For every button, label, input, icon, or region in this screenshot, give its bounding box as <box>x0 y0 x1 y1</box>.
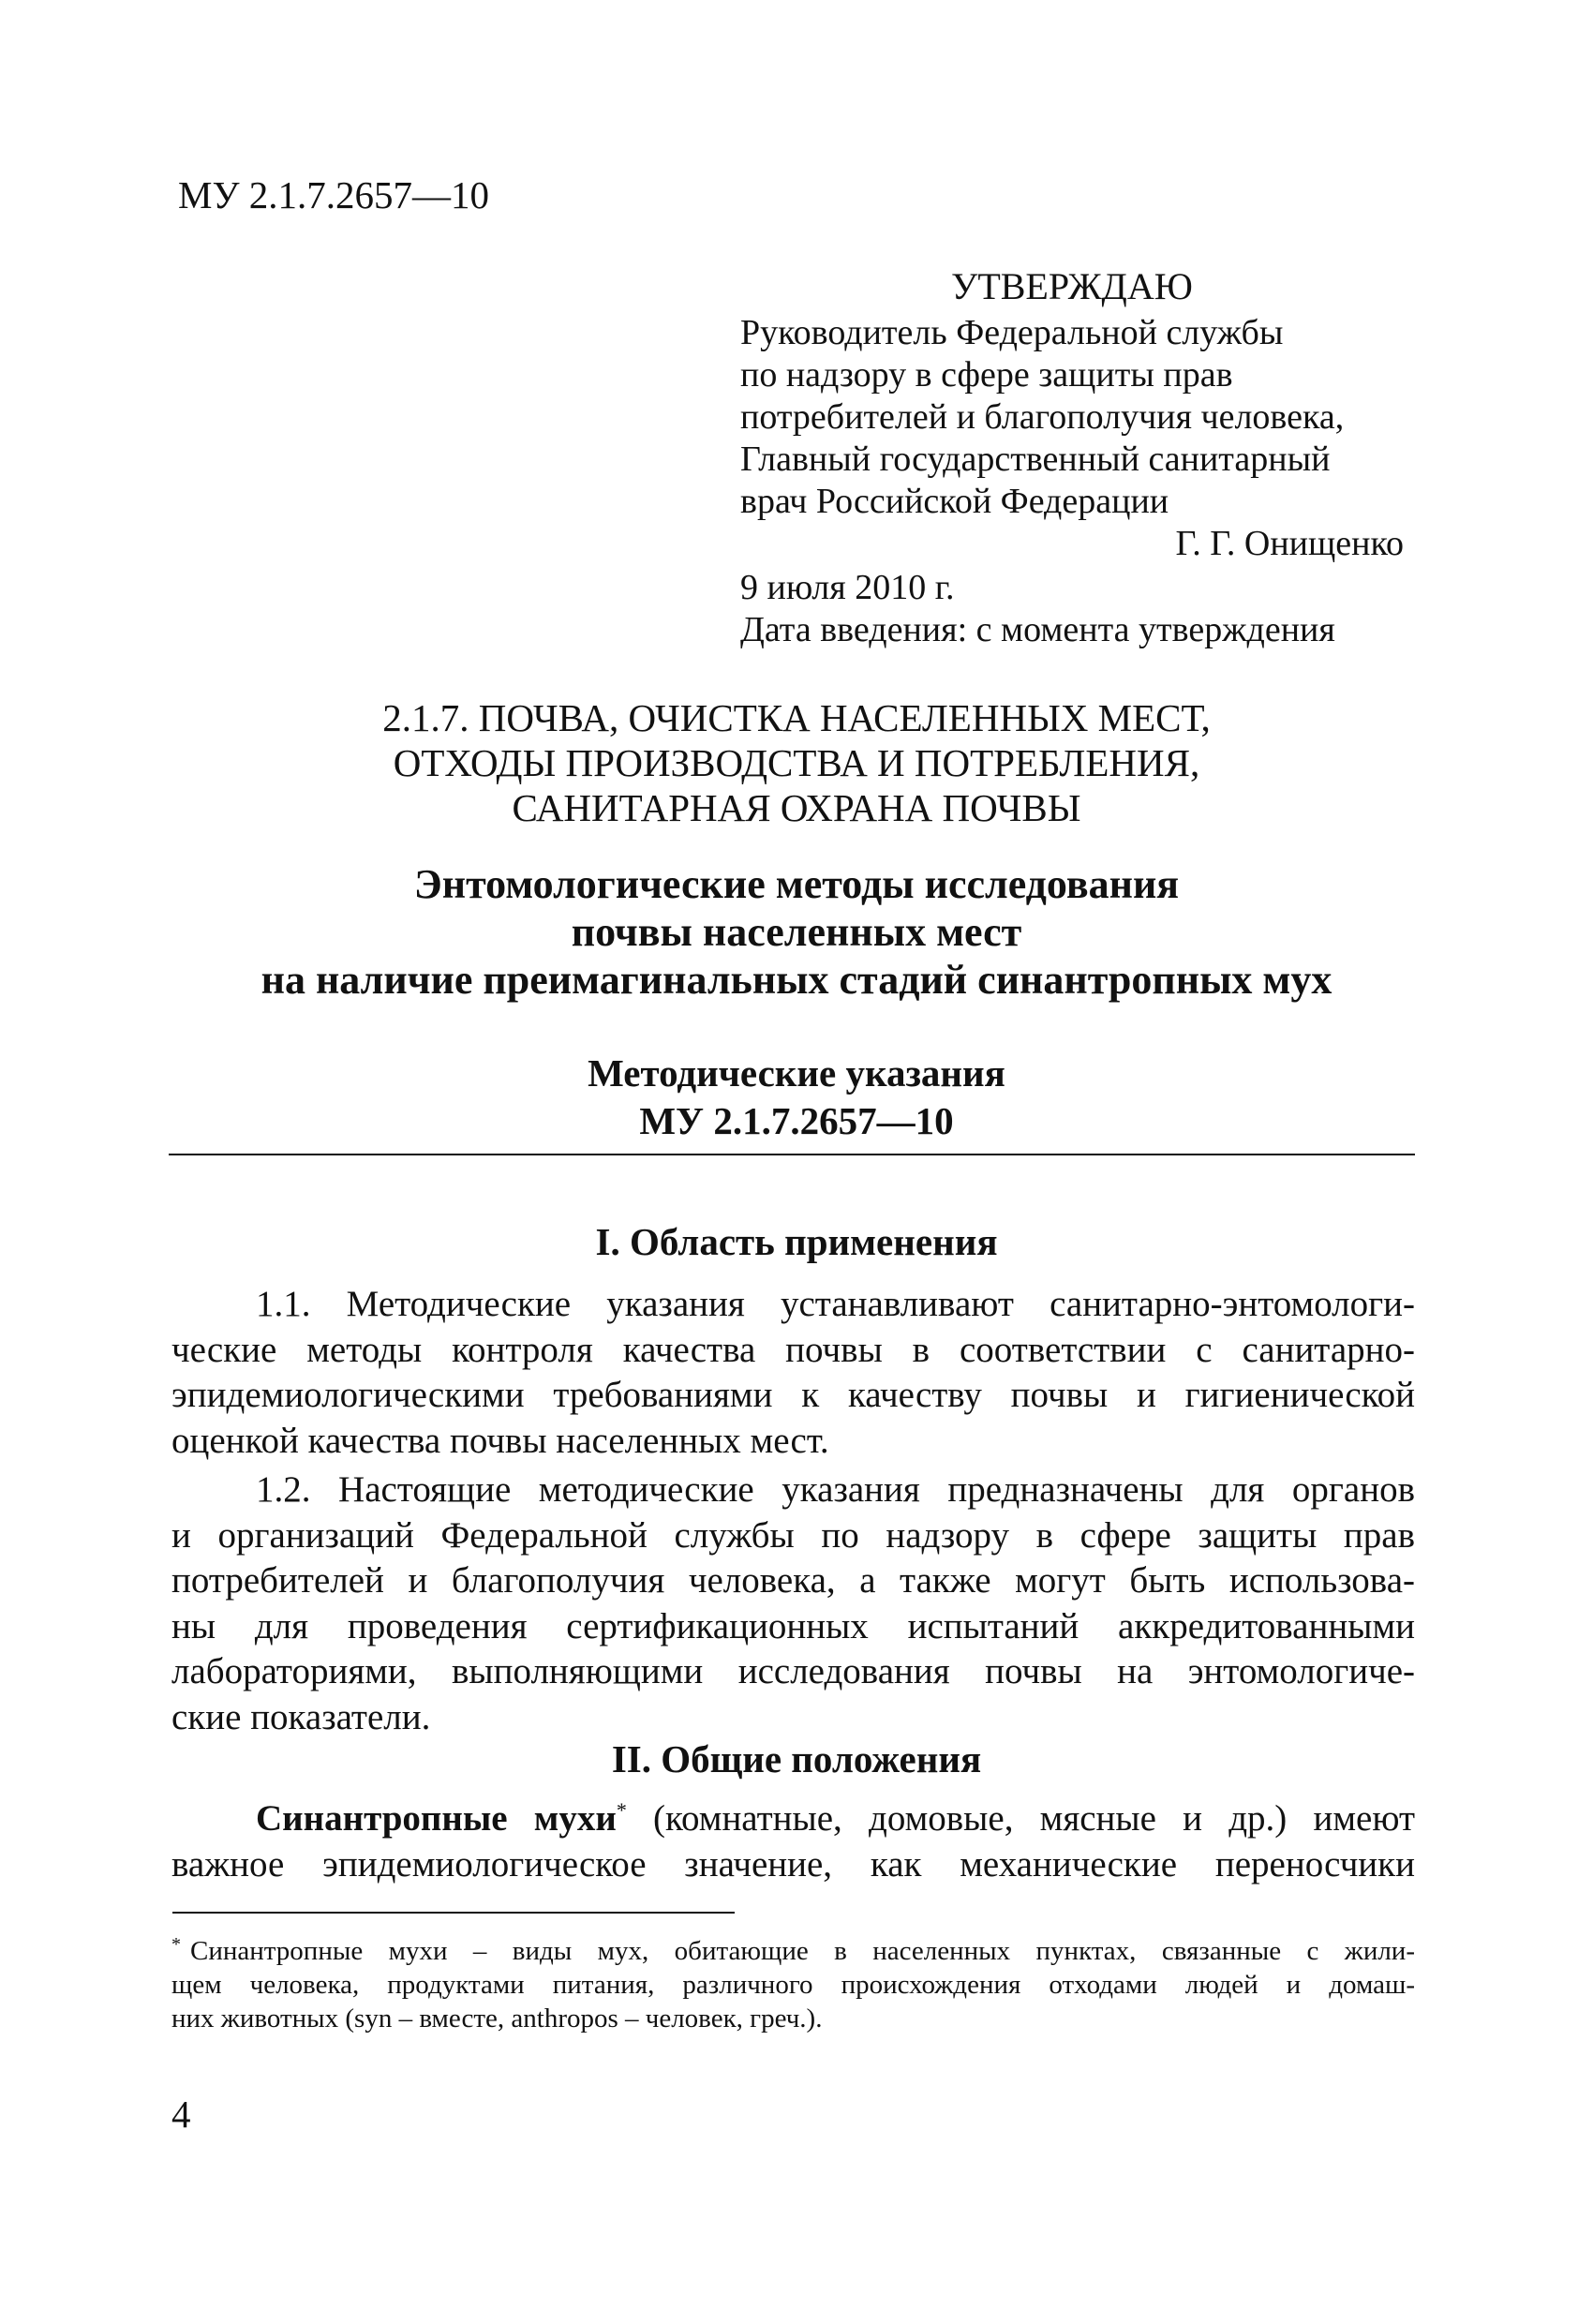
approval-effective-date: Дата введения: с момента утверждения <box>740 610 1335 649</box>
approval-position-line: по надзору в сфере защиты прав <box>740 355 1233 395</box>
approval-position-line: Главный государственный санитарный <box>740 439 1331 479</box>
paragraph-line: важное эпидемиологическое значение, как механические переносчики <box>171 1843 1415 1885</box>
term-synanthropic-flies: Синантропные мухи <box>256 1798 617 1839</box>
paragraph-line: 1.2. Настоящие методические указания предназначены для органов <box>256 1469 1415 1510</box>
section-heading-line: 2.1.7. ПОЧВА, ОЧИСТКА НАСЕЛЕННЫХ МЕСТ, <box>382 696 1211 739</box>
footnote-line <box>171 1934 1415 1968</box>
paragraph-2-1 <box>171 1796 1415 1887</box>
paragraph-line: 1.1. Методические указания устанавливают санитарно-энтомологи- <box>256 1284 1415 1324</box>
paragraph-1-1 <box>171 1282 1415 1464</box>
approval-date: 9 июля 2010 г. <box>740 568 955 607</box>
section-heading <box>0 695 1593 830</box>
paragraph-text: (комнатные, домовые, мясные и др.) имеют <box>653 1798 1416 1839</box>
title-divider <box>169 1154 1415 1155</box>
page-number: 4 <box>171 2093 191 2136</box>
document-type-label: Методические указания <box>588 1051 1005 1095</box>
section-heading-line: ОТХОДЫ ПРОИЗВОДСТВА И ПОТРЕБЛЕНИЯ, <box>393 741 1200 784</box>
paragraph-line: ческие методы контроля качества почвы в соответствии с санитарно- <box>171 1329 1415 1370</box>
approval-block <box>740 265 1415 651</box>
approval-position-line: Руководитель Федеральной службы <box>740 313 1284 352</box>
section-2-heading: II. Общие положения <box>611 1737 982 1780</box>
footnote <box>171 1934 1415 2035</box>
footnote-reference[interactable]: * <box>616 1798 627 1822</box>
title-line: почвы населенных мест <box>571 909 1022 955</box>
paragraph-line: лабораториями, выполняющими исследования почвы на энтомологиче- <box>171 1651 1415 1691</box>
paragraph-line: эпидемиологическими требованиями к качеству почвы и гигиенической <box>171 1375 1415 1415</box>
paragraph-line <box>171 1796 1415 1842</box>
footnote-line: щем человека, продуктами питания, различного происхождения отходами людей и домаш- <box>171 1970 1415 2000</box>
paragraph-1-2 <box>171 1467 1415 1740</box>
document-code: МУ 2.1.7.2657—10 <box>178 173 489 216</box>
paragraph-line: и организаций Федеральной службы по надзору в сфере защиты прав <box>171 1514 1415 1556</box>
footnote-mark: * <box>171 1934 181 1955</box>
footnote-text: Синантропные мухи – виды мух, обитающие в населенных пунктах, связанные с жили- <box>190 1936 1415 1966</box>
title-line: на наличие преимагинальных стадий синантропных мух <box>261 957 1332 1003</box>
paragraph-line: потребителей и благополучия человека, а также могут быть использова- <box>171 1560 1415 1601</box>
paragraph-line: ские показатели. <box>171 1696 431 1737</box>
paragraph-line: оценкой качества почвы населенных мест. <box>171 1420 829 1461</box>
approval-heading: УТВЕРЖДАЮ <box>951 265 1193 307</box>
paragraph-line: ны для проведения сертификационных испытаний аккредитованными <box>171 1605 1415 1646</box>
footnote-divider <box>172 1912 735 1914</box>
approval-position-line: потребителей и благополучия человека, <box>740 397 1345 437</box>
document-type <box>0 1050 1593 1145</box>
title-line: Энтомологические методы исследования <box>413 861 1180 907</box>
section-1-heading: I. Область применения <box>595 1220 998 1263</box>
footnote-line: них животных (syn – вместе, anthropos – человек, греч.). <box>171 2004 823 2034</box>
approval-signer: Г. Г. Онищенко <box>1175 524 1404 563</box>
section-heading-line: САНИТАРНАЯ ОХРАНА ПОЧВЫ <box>512 786 1081 829</box>
document-title <box>0 860 1593 1004</box>
document-type-code: МУ 2.1.7.2657—10 <box>639 1099 954 1142</box>
approval-position-line: врач Российской Федерации <box>740 482 1169 521</box>
